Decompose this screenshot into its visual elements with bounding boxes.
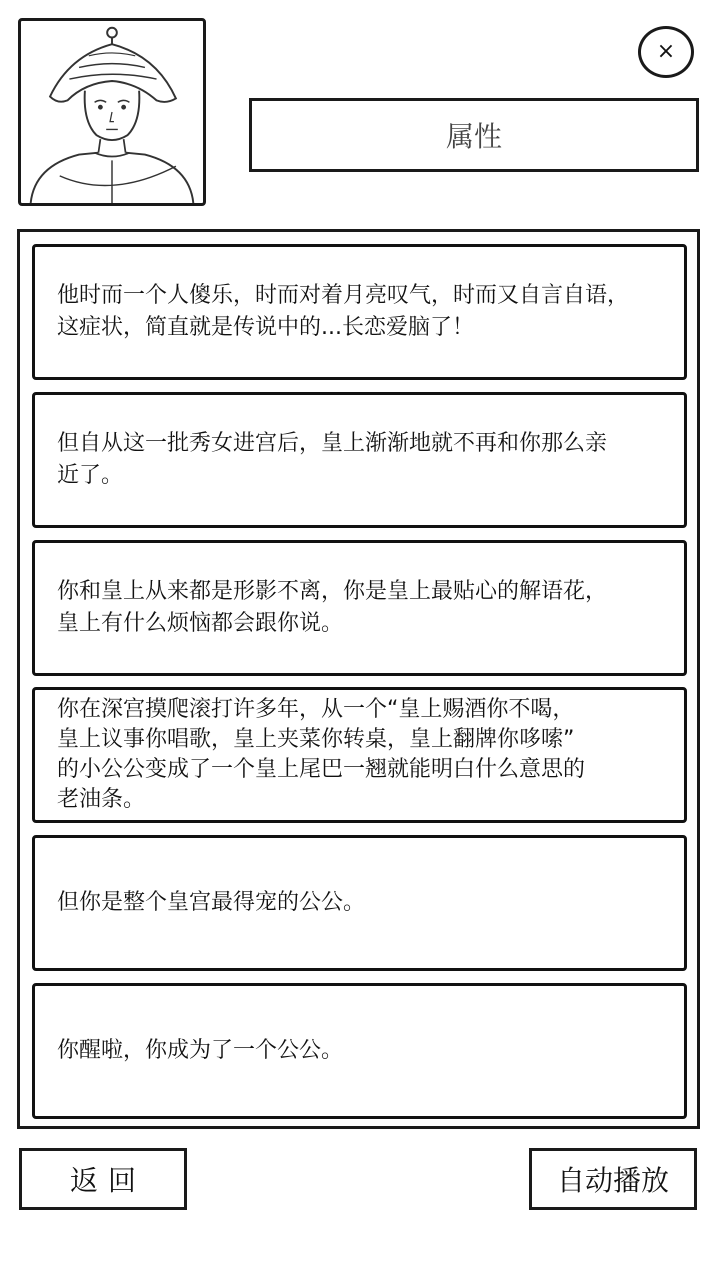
back-button[interactable]: 返回 [19,1148,187,1210]
log-entry [32,687,687,823]
log-entry-text: 你和皇上从来都是形影不离，你是皇上最贴心的解语花， 皇上有什么烦恼都会跟你说。 [57,579,608,636]
character-portrait [18,18,206,206]
log-entry [32,244,687,380]
close-button[interactable] [638,26,694,78]
log-entry-text: 但自从这一批秀女进宫后，皇上渐渐地就不再和你那么亲 近了。 [57,431,608,488]
auto-play-button[interactable]: 自动播放 [529,1148,697,1210]
log-entry [32,540,687,676]
log-entry [32,392,687,528]
page-title [249,98,699,172]
log-entry-text: 他时而一个人傻乐，时而对着月亮叹气，时而又自言自语， 这症状，简直就是传说中的...长恋爱脑了！ [57,283,630,340]
close-icon: × [656,39,676,64]
dialogue-log-panel[interactable] [17,229,700,1129]
log-entry [32,835,687,971]
eunuch-portrait-icon [21,21,203,203]
log-entry-text: 你在深宫摸爬滚打许多年，从一个“皇上赐酒你不喝， 皇上议事你唱歌，皇上夹菜你转桌，皇上翻牌你哆嗦” 的小公公变成了一个皇上尾巴一翘就能明白什么意思的 老油条。 [57,697,586,812]
log-entry-text: 但你是整个皇宫最得宠的公公。 [57,890,366,915]
log-entry-text: 你醒啦，你成为了一个公公。 [57,1038,344,1063]
page-title-text: 属性 [445,120,502,153]
log-entry [32,983,687,1119]
